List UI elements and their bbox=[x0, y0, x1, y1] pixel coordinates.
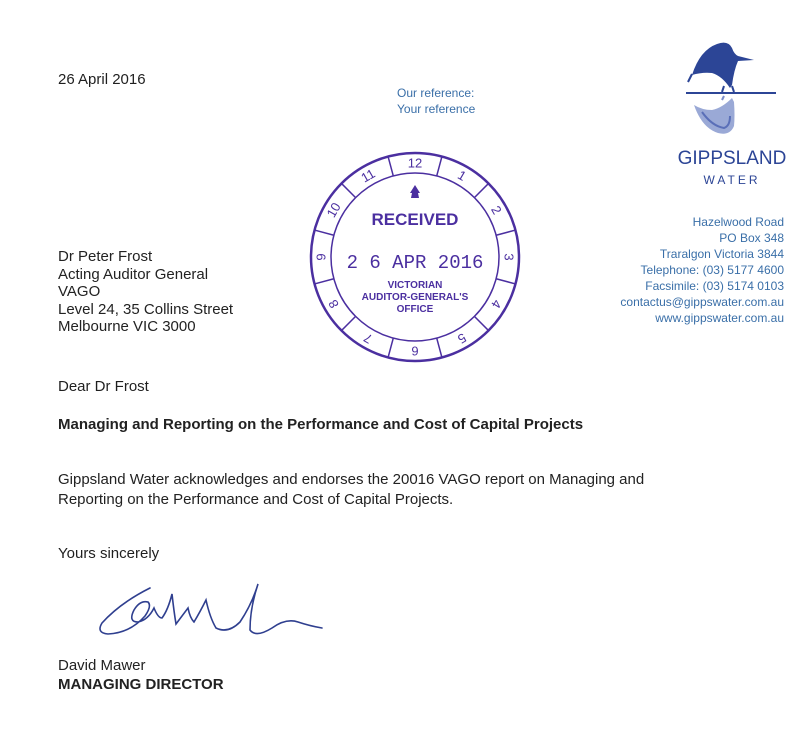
gippsland-water-logo bbox=[672, 30, 792, 190]
our-reference: Our reference: bbox=[397, 86, 475, 100]
heron-logo-icon bbox=[672, 30, 792, 145]
stamp-office-line: VICTORIAN bbox=[387, 280, 443, 291]
email: contactus@gippswater.com.au bbox=[620, 295, 784, 309]
stamp-clock-number: 7 bbox=[361, 330, 375, 347]
stamp-tick bbox=[496, 279, 515, 284]
signature-stroke bbox=[100, 584, 322, 634]
stamp-clock-number: 9 bbox=[313, 253, 329, 261]
stamp-clock-number: 8 bbox=[325, 297, 342, 311]
stamp-clock-number: 2 bbox=[488, 203, 505, 217]
recipient-line: VAGO bbox=[58, 283, 101, 300]
signer-name: David Mawer bbox=[58, 657, 146, 674]
sender-address bbox=[620, 214, 784, 326]
closing: Yours sincerely bbox=[58, 545, 160, 562]
signer-title: MANAGING DIRECTOR bbox=[58, 676, 224, 693]
stamp-office-line: AUDITOR-GENERAL'S bbox=[361, 292, 469, 303]
stamp-received: RECEIVED bbox=[371, 210, 459, 229]
letter-date: 26 April 2016 bbox=[58, 71, 146, 88]
body-paragraph: Gippsland Water acknowledges and endorses the 20016 VAGO report on Managing and Reporting on the Performance and Cost of Capital Projects. bbox=[58, 471, 645, 508]
stamp-clock-number: 5 bbox=[455, 330, 469, 347]
address-line: Hazelwood Road bbox=[692, 215, 784, 229]
stamp-clock-number: 12 bbox=[407, 155, 423, 171]
recipient-line: Dr Peter Frost bbox=[58, 248, 153, 265]
address-line: Traralgon Victoria 3844 bbox=[659, 247, 784, 261]
logo-name: GIPPSLAND bbox=[677, 148, 787, 169]
stamp-tick bbox=[474, 183, 488, 197]
stamp-tick bbox=[437, 157, 442, 176]
recipient-line: Melbourne VIC 3000 bbox=[58, 318, 196, 335]
reference-block bbox=[397, 85, 475, 117]
stamp-tick bbox=[496, 230, 515, 235]
stamp-clock-number: 1 bbox=[455, 167, 469, 184]
recipient-address bbox=[58, 248, 233, 336]
signature bbox=[90, 578, 340, 648]
stamp-clock-number: 10 bbox=[323, 199, 344, 221]
stamp-clock-number: 11 bbox=[358, 165, 378, 186]
stamp-clock-number: 3 bbox=[501, 253, 517, 261]
received-stamp bbox=[306, 148, 524, 366]
stamp-tick bbox=[341, 183, 355, 197]
stamp-tick bbox=[388, 157, 393, 176]
stamp-clock-number: 4 bbox=[488, 297, 505, 311]
stamp-tick bbox=[315, 230, 334, 235]
stamp-tick bbox=[474, 316, 488, 330]
stamp-office-line: OFFICE bbox=[396, 304, 434, 315]
your-reference: Your reference bbox=[397, 102, 476, 116]
stamp-date: 2 6 APR 2016 bbox=[346, 252, 484, 274]
stamp-tick bbox=[341, 316, 355, 330]
telephone: Telephone: (03) 5177 4600 bbox=[640, 263, 784, 277]
stamp-tick bbox=[388, 338, 393, 357]
salutation: Dear Dr Frost bbox=[58, 378, 149, 395]
address-line: PO Box 348 bbox=[719, 231, 784, 245]
logo-subtitle: WATER bbox=[703, 173, 761, 187]
subject-heading: Managing and Reporting on the Performance and Cost of Capital Projects bbox=[58, 416, 584, 433]
stamp-clock-number: 6 bbox=[411, 343, 419, 359]
stamp-tick bbox=[315, 279, 334, 284]
recipient-line: Acting Auditor General bbox=[58, 265, 209, 283]
bell-icon bbox=[410, 185, 420, 198]
recipient-line: Level 24, 35 Collins Street bbox=[58, 300, 234, 318]
facsimile: Facsimile: (03) 5174 0103 bbox=[645, 279, 784, 293]
signer-block bbox=[58, 656, 224, 694]
stamp-tick bbox=[437, 338, 442, 357]
website: www.gippswater.com.au bbox=[655, 311, 784, 325]
